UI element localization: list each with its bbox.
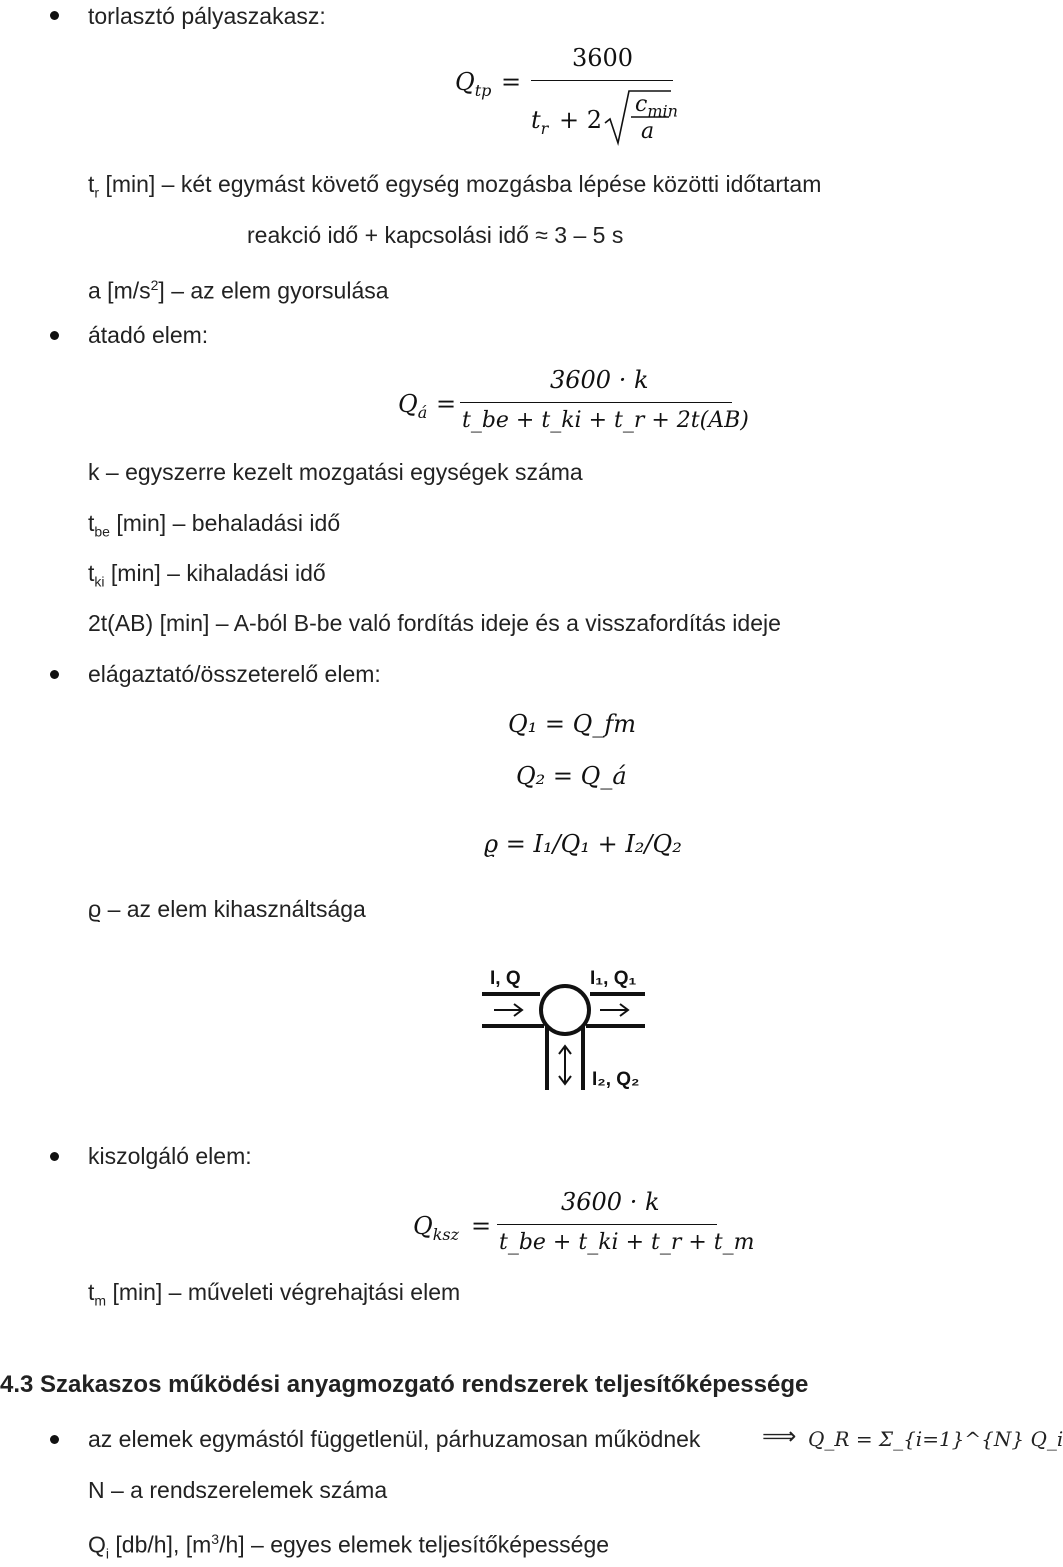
def-tm-sub: m <box>94 1292 107 1309</box>
formula-q-a: $Q_á$ = 3600 · k t_be + t_ki + t_r + 2t(AB) <box>398 366 749 433</box>
def-tr-text: [min] – két egymást követő egység mozgásba lépése közötti időtartam <box>105 171 822 197</box>
def-n: N – a rendszerelemek száma <box>88 1477 388 1503</box>
bullet-dot <box>50 670 59 679</box>
def-tbe-text: [min] – behaladási idő <box>116 510 341 536</box>
bullet-dot <box>50 331 59 340</box>
arrow-right-icon <box>600 1004 628 1016</box>
formula-q2: Q₂ = Q_á <box>516 762 627 790</box>
formula-lhs-var: Q <box>413 1212 433 1240</box>
def-accel-sup: 2 <box>150 277 159 293</box>
def-tki-text: [min] – kihaladási idő <box>110 560 326 586</box>
def-tab: 2t(AB) [min] – A-ból B-be való fordítás ideje és a visszafordítás ideje <box>88 610 781 636</box>
formula-q1: Q₁ = Q_fm <box>508 710 636 738</box>
diagram-label-output1: I₁, Q₁ <box>590 968 637 989</box>
bullet-kiszolgalo-label: kiszolgáló elem: <box>88 1143 252 1169</box>
def-qi-post: /h] – egyes elemek teljesítőképessége <box>219 1531 610 1558</box>
def-k: k – egyszerre kezelt mozgatási egységek száma <box>88 459 583 485</box>
def-rho: ϱ – az elem kihasználtsága <box>88 896 366 922</box>
bullet-dot <box>50 1435 59 1444</box>
def-tbe-sub: be <box>94 523 110 540</box>
formula-lhs-sub: á <box>417 402 428 422</box>
implies-arrow-icon: ⟹ <box>762 1423 797 1450</box>
sqrt-num-var: c <box>635 92 648 117</box>
diagram-label-output2: I₂, Q₂ <box>592 1069 640 1090</box>
def-qi-sub: i <box>105 1545 110 1562</box>
sqrt-den: a <box>641 119 655 144</box>
def-qi <box>88 1525 609 1567</box>
def-tr-var: t <box>88 171 95 197</box>
def-tki-var: t <box>88 560 95 586</box>
def-tm-text: [min] – műveleti végrehajtási elem <box>112 1279 461 1305</box>
formula-q-tp: $Q_{tp}$ = 3600 $t_r$ + 2 $c_{min}$ a <box>455 42 695 152</box>
def-qi-sup: 3 <box>211 1531 220 1547</box>
formula-lhs-var: Q <box>398 390 418 418</box>
formula-numerator: 3600 · k <box>561 1188 660 1216</box>
formula-rho: ϱ = I₁/Q₁ + I₂/Q₂ <box>484 830 682 858</box>
def-tbe-var: t <box>88 510 95 536</box>
formula-lhs-sub: tp <box>474 80 492 100</box>
bullet-parallel-label: az elemek egymástól függetlenül, párhuzamosan működnek <box>88 1426 701 1452</box>
def-tr-sub: r <box>94 184 100 201</box>
def-accel-post: ] – az elem gyorsulása <box>158 277 389 304</box>
formula-q-r: Q_R = Σ_{i=1}^{N} Q_i <box>808 1427 1063 1451</box>
def-qi-pre: [db/h], [m <box>115 1531 212 1558</box>
bullet-torlaszto-label: torlasztó pályaszakasz: <box>88 3 326 29</box>
def-qi-var: Q <box>88 1531 106 1558</box>
reaction-note: reakció idő + kapcsolási idő ≈ 3 – 5 s <box>247 222 624 248</box>
sqrt-num-sub: min <box>647 101 678 121</box>
formula-lhs-var: Q <box>455 68 475 96</box>
formula-numerator: 3600 · k <box>550 366 649 394</box>
arrow-up-down-icon <box>559 1046 571 1084</box>
arrow-right-icon <box>494 1004 522 1016</box>
bullet-dot <box>50 11 59 20</box>
formula-numerator: 3600 <box>572 44 634 72</box>
formula-q-ksz: $Q_{ksz}$ = 3600 · k t_be + t_ki + t_r + t_m <box>413 1188 755 1255</box>
section-heading: 4.3 Szakaszos működési anyagmozgató rendszerek teljesítőképessége <box>0 1371 809 1398</box>
diagram-label-input: I, Q <box>490 968 521 989</box>
def-accel-pre: a [m/s <box>88 277 151 304</box>
bullet-elagaztato-label: elágaztató/összeterelő elem: <box>88 661 381 687</box>
formula-den-t: t <box>531 106 541 134</box>
def-tm <box>88 1278 460 1315</box>
def-tki <box>88 559 326 596</box>
formula-lhs-sub: ksz <box>432 1224 460 1244</box>
def-tr <box>88 170 821 207</box>
formula-den-plus2: + 2 <box>559 106 603 134</box>
formula-denominator: t_be + t_ki + t_r + t_m <box>499 1230 755 1255</box>
bullet-dot <box>50 1152 59 1161</box>
def-tki-sub: ki <box>94 573 105 590</box>
bullet-atado-label: átadó elem: <box>88 322 209 348</box>
def-tbe <box>88 509 340 546</box>
def-accel <box>88 271 389 305</box>
formula-denominator: t_be + t_ki + t_r + 2t(AB) <box>462 408 749 433</box>
formula-den-t-sub: r <box>540 118 549 138</box>
def-tm-var: t <box>88 1279 95 1305</box>
